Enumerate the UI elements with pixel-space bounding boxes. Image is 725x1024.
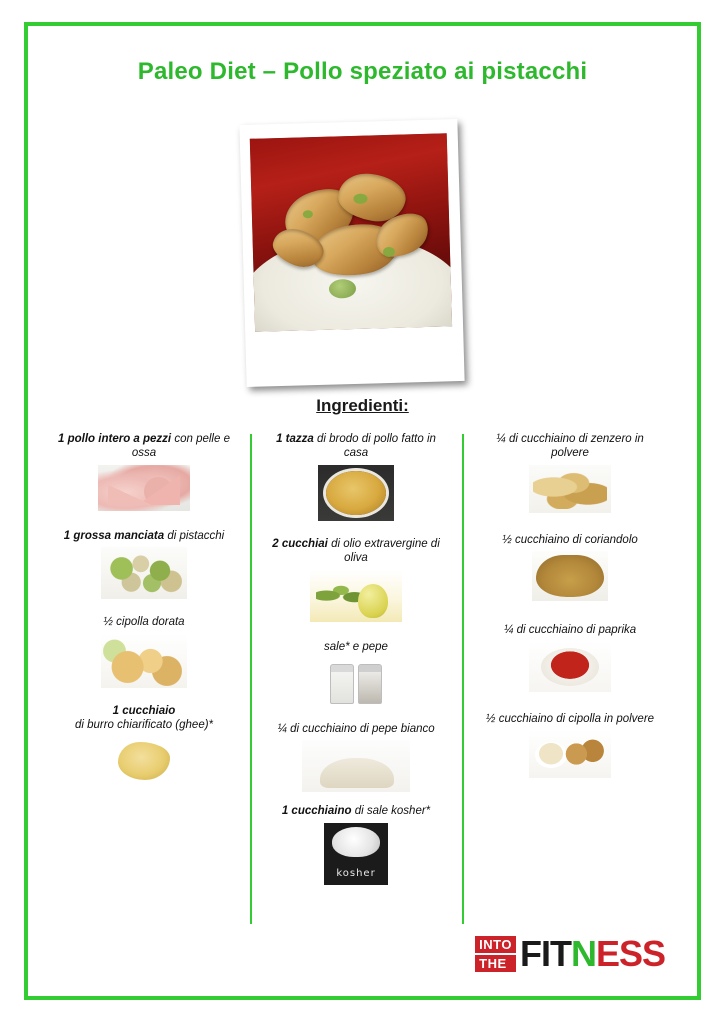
ingredients-columns	[40, 432, 685, 932]
paprika-image	[529, 642, 611, 692]
ingredient-label	[472, 712, 668, 726]
ingredient-item	[258, 722, 454, 792]
logo-n-text: N	[570, 933, 596, 974]
ingredient-label	[258, 722, 454, 736]
ingredient-text: ¼ di cucchiaino di zenzero in polvere	[496, 433, 644, 460]
white-pepper-image	[302, 740, 410, 792]
logo-prefix	[475, 936, 516, 972]
chicken-broth-image	[318, 465, 394, 521]
logo-fitness-text	[520, 933, 665, 975]
kosher-salt-image	[324, 823, 388, 885]
pistachio-garnish	[383, 247, 395, 257]
ingredient-text: ¼ di cucchiaino di pepe bianco	[277, 722, 435, 735]
ingredient-label	[258, 640, 454, 654]
ingredient-label	[46, 704, 242, 733]
ingredient-label	[472, 432, 668, 461]
ingredient-item	[258, 537, 454, 622]
photo-image	[250, 133, 452, 331]
logo-the-text: THE	[475, 955, 516, 972]
ingredient-label	[46, 529, 242, 543]
ingredient-item	[258, 432, 454, 521]
ingredient-item	[46, 615, 242, 687]
ghee-image	[108, 736, 180, 786]
recipe-photo	[243, 122, 469, 390]
ingredient-item	[46, 432, 242, 511]
ingredient-label	[258, 537, 454, 566]
ingredient-text: sale* e pepe	[324, 640, 388, 653]
ingredient-text: ½ cucchiaino di coriandolo	[502, 533, 638, 546]
section-heading: Ingredienti:	[316, 396, 409, 415]
onion-powder-image	[529, 730, 611, 778]
ingredient-text: di burro chiarificato (ghee)*	[74, 718, 214, 731]
ingredient-text: di brodo di pollo fatto in casa	[317, 433, 436, 460]
ingredient-label	[472, 623, 668, 637]
olive-oil-image	[310, 570, 402, 622]
logo-fit-text: FIT	[519, 933, 571, 974]
logo-ess-text: ESS	[595, 933, 665, 974]
ingredient-quantity: 1 grossa manciata	[63, 529, 165, 542]
column-divider	[250, 434, 252, 924]
ingredient-text: ½ cipolla dorata	[103, 616, 185, 629]
ingredient-text: di sale kosher*	[354, 805, 431, 818]
ingredient-text: di olio extravergine di oliva	[331, 537, 440, 565]
chicken-pieces-image	[98, 465, 190, 511]
ingredient-item	[258, 640, 454, 708]
pistachios-image	[101, 547, 187, 599]
ingredient-label	[258, 432, 454, 461]
pistachio-garnish	[354, 193, 368, 203]
page-title: Paleo Diet – Pollo speziato ai pistacchi	[137, 58, 588, 85]
onion-image	[101, 634, 187, 688]
logo-into-text: INTO	[475, 936, 516, 953]
into-the-fitness-logo	[475, 932, 665, 976]
ingredient-label	[46, 432, 242, 461]
ingredient-quantity: 1 cucchiaino	[281, 805, 352, 818]
ingredient-item	[472, 432, 668, 513]
ingredient-text: di pistacchi	[167, 529, 225, 542]
ingredients-column-left	[46, 432, 242, 792]
salt-pepper-shakers-image	[324, 658, 388, 708]
kosher-image-text: kosher	[336, 867, 376, 879]
coriander-image	[532, 551, 608, 601]
ingredient-item	[258, 804, 454, 884]
ingredients-column-center	[258, 432, 454, 891]
ingredient-item	[472, 623, 668, 691]
ingredient-label	[258, 804, 454, 818]
ingredients-column-right	[472, 432, 668, 784]
ingredient-item	[46, 529, 242, 599]
ingredient-item	[472, 533, 668, 601]
ingredient-quantity: 1 tazza	[276, 433, 314, 445]
ingredient-quantity: 2 cucchiai	[272, 537, 328, 550]
ingredient-text: ¼ di cucchiaino di paprika	[503, 624, 637, 637]
ingredient-item	[46, 704, 242, 787]
ingredient-text: con pelle e ossa	[131, 433, 230, 460]
column-divider	[462, 434, 464, 924]
ginger-powder-image	[529, 465, 611, 513]
ingredient-item	[472, 712, 668, 778]
ingredient-quantity: 1 pollo intero a pezzi	[58, 433, 172, 445]
photo-frame	[239, 119, 464, 387]
ingredient-text: ½ cucchiaino di cipolla in polvere	[485, 712, 655, 725]
ingredient-quantity: 1 cucchiaio	[112, 704, 176, 717]
ingredient-label	[46, 615, 242, 629]
ingredient-label	[472, 533, 668, 547]
